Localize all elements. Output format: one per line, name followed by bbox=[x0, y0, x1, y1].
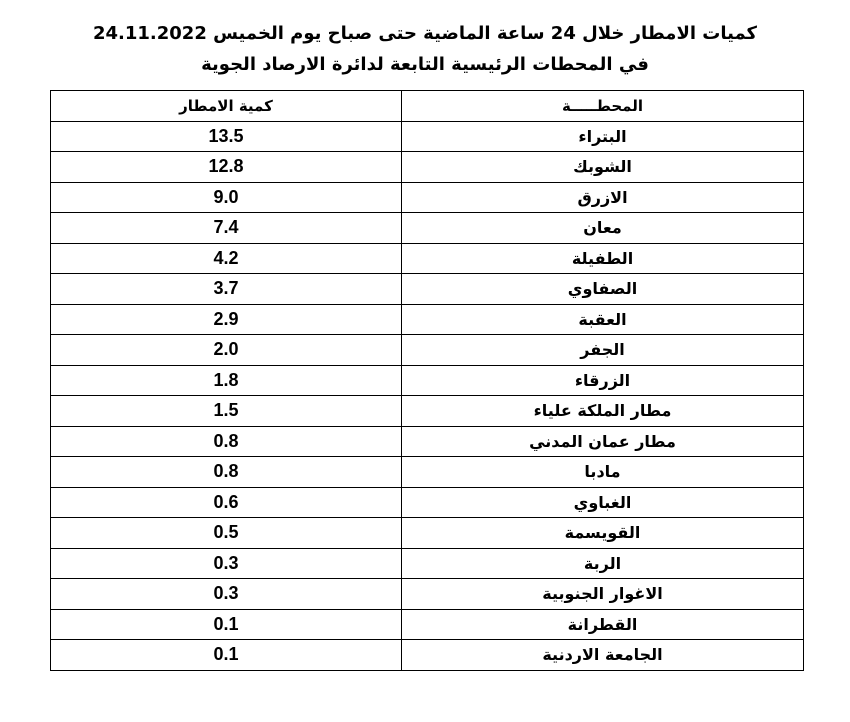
table-row bbox=[51, 487, 804, 518]
station-name-cell: الربة bbox=[402, 548, 804, 579]
table-row bbox=[51, 152, 804, 183]
table-row bbox=[51, 335, 804, 366]
station-name-cell: الصفاوي bbox=[402, 274, 804, 305]
station-name-cell: الجامعة الاردنية bbox=[402, 640, 804, 671]
rainfall-table bbox=[50, 90, 804, 671]
rain-amount-cell: 0.5 bbox=[51, 518, 402, 549]
table-row bbox=[51, 518, 804, 549]
title-line-1: كميات الامطار خلال 24 ساعة الماضية حتى صباح يوم الخميس 24.11.2022 bbox=[92, 23, 758, 44]
rain-amount-cell: 3.7 bbox=[51, 274, 402, 305]
table-header-row bbox=[51, 91, 804, 122]
rain-amount-cell: 13.5 bbox=[51, 121, 402, 152]
station-name-cell: مطار عمان المدني bbox=[402, 426, 804, 457]
table-row bbox=[51, 548, 804, 579]
station-name-cell: القطرانة bbox=[402, 609, 804, 640]
table-row bbox=[51, 121, 804, 152]
station-name-cell: مطار الملكة علياء bbox=[402, 396, 804, 427]
station-name-cell: العقبة bbox=[402, 304, 804, 335]
rain-amount-cell: 1.5 bbox=[51, 396, 402, 427]
station-name-cell: الزرقاء bbox=[402, 365, 804, 396]
table-row bbox=[51, 274, 804, 305]
table-row bbox=[51, 213, 804, 244]
rain-amount-cell: 0.1 bbox=[51, 609, 402, 640]
rain-amount-cell: 2.9 bbox=[51, 304, 402, 335]
rain-amount-cell: 9.0 bbox=[51, 182, 402, 213]
rain-amount-cell: 12.8 bbox=[51, 152, 402, 183]
station-name-cell: معان bbox=[402, 213, 804, 244]
rain-amount-cell: 0.1 bbox=[51, 640, 402, 671]
rain-amount-cell: 0.3 bbox=[51, 548, 402, 579]
table-row bbox=[51, 457, 804, 488]
station-name-cell: الشوبك bbox=[402, 152, 804, 183]
station-name-cell: الطفيلة bbox=[402, 243, 804, 274]
station-name-cell: البتراء bbox=[402, 121, 804, 152]
rain-amount-cell: 4.2 bbox=[51, 243, 402, 274]
rain-amount-cell: 0.3 bbox=[51, 579, 402, 610]
station-name-cell: الازرق bbox=[402, 182, 804, 213]
station-name-cell: الاغوار الجنوبية bbox=[402, 579, 804, 610]
rain-amount-cell: 7.4 bbox=[51, 213, 402, 244]
station-name-cell: مادبا bbox=[402, 457, 804, 488]
rain-amount-cell: 2.0 bbox=[51, 335, 402, 366]
table-row bbox=[51, 304, 804, 335]
table-row bbox=[51, 396, 804, 427]
table-row bbox=[51, 182, 804, 213]
table-row bbox=[51, 640, 804, 671]
table-row bbox=[51, 609, 804, 640]
rain-amount-cell: 0.8 bbox=[51, 426, 402, 457]
table-body bbox=[51, 121, 804, 670]
station-name-cell: الغباوي bbox=[402, 487, 804, 518]
rain-amount-cell: 0.6 bbox=[51, 487, 402, 518]
table-row bbox=[51, 365, 804, 396]
table-row bbox=[51, 243, 804, 274]
header-rain-amount: كمية الامطار bbox=[51, 91, 402, 122]
station-name-cell: القويسمة bbox=[402, 518, 804, 549]
table-row bbox=[51, 426, 804, 457]
header-station: المحطـــــة bbox=[402, 91, 804, 122]
document-title bbox=[0, 18, 850, 80]
table-row bbox=[51, 579, 804, 610]
rain-amount-cell: 1.8 bbox=[51, 365, 402, 396]
rain-amount-cell: 0.8 bbox=[51, 457, 402, 488]
station-name-cell: الجفر bbox=[402, 335, 804, 366]
title-line-2: في المحطات الرئيسية التابعة لدائرة الارصاد الجوية bbox=[201, 54, 649, 75]
